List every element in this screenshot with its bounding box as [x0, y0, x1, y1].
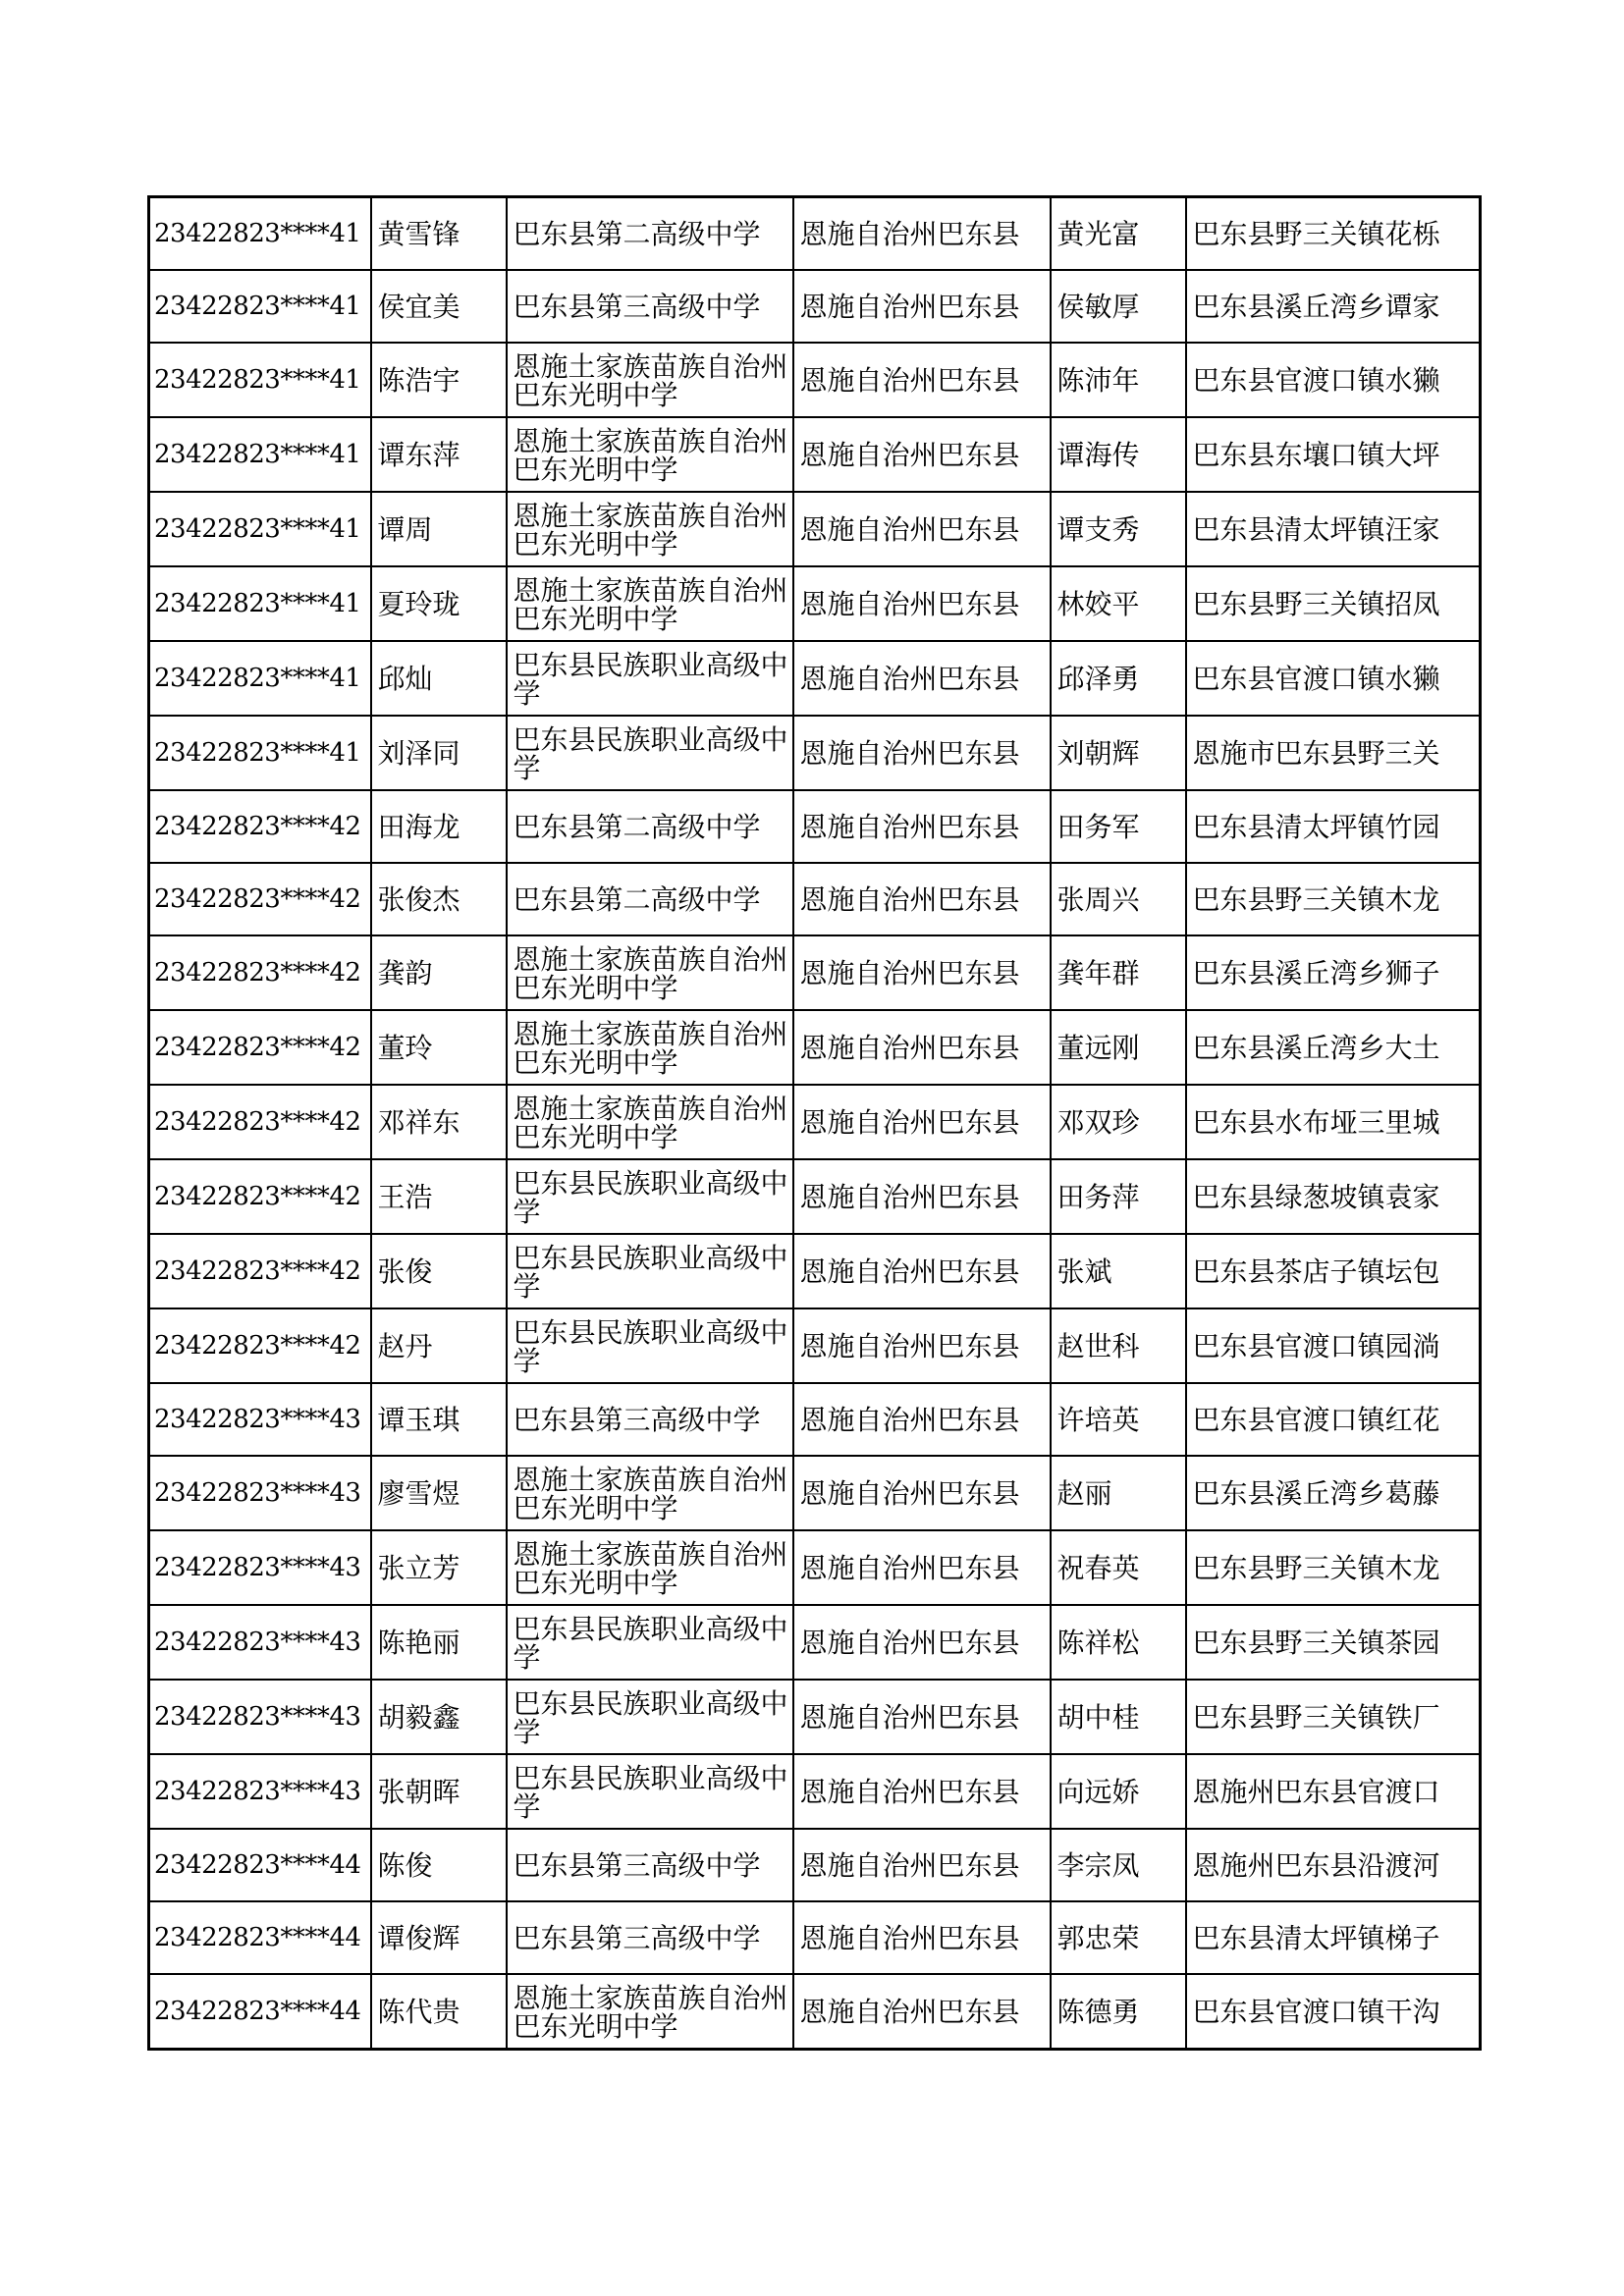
region-cell: 恩施自治州巴东县 — [793, 492, 1051, 566]
id-cell: 23422823****41 — [149, 343, 371, 417]
region-cell: 恩施自治州巴东县 — [793, 1456, 1051, 1530]
school-cell: 恩施土家族苗族自治州巴东光明中学 — [507, 1085, 793, 1159]
address-cell: 巴东县官渡口镇干沟 — [1186, 1974, 1481, 2050]
guardian-name-cell: 郭忠荣 — [1051, 1901, 1186, 1974]
address-cell: 巴东县清太坪镇竹园 — [1186, 790, 1481, 863]
id-cell: 23422823****43 — [149, 1456, 371, 1530]
table-row — [149, 716, 1481, 790]
student-name-cell: 刘泽同 — [371, 716, 507, 790]
region-cell: 恩施自治州巴东县 — [793, 641, 1051, 716]
student-name-cell: 张朝晖 — [371, 1754, 507, 1829]
address-cell: 巴东县官渡口镇水獭 — [1186, 641, 1481, 716]
guardian-name-cell: 许培英 — [1051, 1383, 1186, 1456]
student-name-cell: 谭周 — [371, 492, 507, 566]
region-cell: 恩施自治州巴东县 — [793, 343, 1051, 417]
table-row — [149, 1974, 1481, 2050]
id-cell: 23422823****43 — [149, 1605, 371, 1680]
address-cell: 巴东县官渡口镇水獭 — [1186, 343, 1481, 417]
guardian-name-cell: 邱泽勇 — [1051, 641, 1186, 716]
guardian-name-cell: 刘朝辉 — [1051, 716, 1186, 790]
table-row — [149, 1308, 1481, 1383]
address-cell: 巴东县绿葱坡镇袁家 — [1186, 1159, 1481, 1234]
address-cell: 巴东县清太坪镇梯子 — [1186, 1901, 1481, 1974]
table-row — [149, 1159, 1481, 1234]
school-cell: 巴东县第三高级中学 — [507, 1829, 793, 1901]
address-cell: 巴东县茶店子镇坛包 — [1186, 1234, 1481, 1308]
id-cell: 23422823****42 — [149, 1308, 371, 1383]
school-cell: 巴东县民族职业高级中学 — [507, 1680, 793, 1754]
address-cell: 巴东县水布垭三里城 — [1186, 1085, 1481, 1159]
table-row — [149, 641, 1481, 716]
student-name-cell: 邱灿 — [371, 641, 507, 716]
school-cell: 恩施土家族苗族自治州巴东光明中学 — [507, 492, 793, 566]
address-cell: 恩施州巴东县官渡口 — [1186, 1754, 1481, 1829]
school-cell: 巴东县第三高级中学 — [507, 1383, 793, 1456]
table-row — [149, 1754, 1481, 1829]
guardian-name-cell: 谭支秀 — [1051, 492, 1186, 566]
table-row — [149, 1829, 1481, 1901]
id-cell: 23422823****41 — [149, 417, 371, 492]
guardian-name-cell: 龚年群 — [1051, 935, 1186, 1010]
region-cell: 恩施自治州巴东县 — [793, 1754, 1051, 1829]
address-cell: 巴东县溪丘湾乡狮子 — [1186, 935, 1481, 1010]
id-cell: 23422823****41 — [149, 270, 371, 343]
student-name-cell: 胡毅鑫 — [371, 1680, 507, 1754]
guardian-name-cell: 张周兴 — [1051, 863, 1186, 935]
address-cell: 巴东县溪丘湾乡大土 — [1186, 1010, 1481, 1085]
guardian-name-cell: 谭海传 — [1051, 417, 1186, 492]
region-cell: 恩施自治州巴东县 — [793, 1308, 1051, 1383]
address-cell: 巴东县野三关镇茶园 — [1186, 1605, 1481, 1680]
school-cell: 巴东县第三高级中学 — [507, 1901, 793, 1974]
region-cell: 恩施自治州巴东县 — [793, 935, 1051, 1010]
id-cell: 23422823****41 — [149, 716, 371, 790]
id-cell: 23422823****44 — [149, 1829, 371, 1901]
address-cell: 恩施州巴东县沿渡河 — [1186, 1829, 1481, 1901]
id-cell: 23422823****42 — [149, 1234, 371, 1308]
region-cell: 恩施自治州巴东县 — [793, 1383, 1051, 1456]
table-row — [149, 1234, 1481, 1308]
region-cell: 恩施自治州巴东县 — [793, 716, 1051, 790]
guardian-name-cell: 邓双珍 — [1051, 1085, 1186, 1159]
id-cell: 23422823****41 — [149, 641, 371, 716]
address-cell: 恩施市巴东县野三关 — [1186, 716, 1481, 790]
region-cell: 恩施自治州巴东县 — [793, 566, 1051, 641]
address-cell: 巴东县官渡口镇红花 — [1186, 1383, 1481, 1456]
address-cell: 巴东县野三关镇花栎 — [1186, 197, 1481, 271]
student-name-cell: 谭东萍 — [371, 417, 507, 492]
student-name-cell: 张俊杰 — [371, 863, 507, 935]
guardian-name-cell: 侯敏厚 — [1051, 270, 1186, 343]
guardian-name-cell: 董远刚 — [1051, 1010, 1186, 1085]
student-name-cell: 谭玉琪 — [371, 1383, 507, 1456]
student-name-cell: 陈俊 — [371, 1829, 507, 1901]
guardian-name-cell: 田务萍 — [1051, 1159, 1186, 1234]
guardian-name-cell: 胡中桂 — [1051, 1680, 1186, 1754]
student-name-cell: 陈艳丽 — [371, 1605, 507, 1680]
school-cell: 恩施土家族苗族自治州巴东光明中学 — [507, 417, 793, 492]
table-row — [149, 417, 1481, 492]
id-cell: 23422823****43 — [149, 1530, 371, 1605]
id-cell: 23422823****42 — [149, 790, 371, 863]
student-name-cell: 侯宜美 — [371, 270, 507, 343]
student-name-cell: 张俊 — [371, 1234, 507, 1308]
region-cell: 恩施自治州巴东县 — [793, 1530, 1051, 1605]
table-row — [149, 1901, 1481, 1974]
region-cell: 恩施自治州巴东县 — [793, 1605, 1051, 1680]
student-name-cell: 田海龙 — [371, 790, 507, 863]
table-row — [149, 1530, 1481, 1605]
table-row — [149, 863, 1481, 935]
school-cell: 巴东县第二高级中学 — [507, 197, 793, 271]
guardian-name-cell: 赵世科 — [1051, 1308, 1186, 1383]
region-cell: 恩施自治州巴东县 — [793, 270, 1051, 343]
id-cell: 23422823****42 — [149, 935, 371, 1010]
school-cell: 恩施土家族苗族自治州巴东光明中学 — [507, 1530, 793, 1605]
student-name-cell: 龚韵 — [371, 935, 507, 1010]
address-cell: 巴东县官渡口镇园淌 — [1186, 1308, 1481, 1383]
school-cell: 巴东县第二高级中学 — [507, 790, 793, 863]
student-name-cell: 王浩 — [371, 1159, 507, 1234]
school-cell: 巴东县民族职业高级中学 — [507, 1159, 793, 1234]
table-row — [149, 1605, 1481, 1680]
table-row — [149, 1085, 1481, 1159]
table-row — [149, 1010, 1481, 1085]
school-cell: 巴东县民族职业高级中学 — [507, 641, 793, 716]
address-cell: 巴东县东壤口镇大坪 — [1186, 417, 1481, 492]
student-name-cell: 陈浩宇 — [371, 343, 507, 417]
region-cell: 恩施自治州巴东县 — [793, 1974, 1051, 2050]
id-cell: 23422823****44 — [149, 1974, 371, 2050]
table-row — [149, 343, 1481, 417]
school-cell: 恩施土家族苗族自治州巴东光明中学 — [507, 343, 793, 417]
id-cell: 23422823****43 — [149, 1383, 371, 1456]
id-cell: 23422823****41 — [149, 492, 371, 566]
id-cell: 23422823****43 — [149, 1680, 371, 1754]
address-cell: 巴东县野三关镇木龙 — [1186, 863, 1481, 935]
table-row — [149, 1456, 1481, 1530]
school-cell: 恩施土家族苗族自治州巴东光明中学 — [507, 935, 793, 1010]
region-cell: 恩施自治州巴东县 — [793, 1234, 1051, 1308]
school-cell: 巴东县第二高级中学 — [507, 863, 793, 935]
student-name-cell: 邓祥东 — [371, 1085, 507, 1159]
school-cell: 巴东县民族职业高级中学 — [507, 1605, 793, 1680]
guardian-name-cell: 向远娇 — [1051, 1754, 1186, 1829]
table-row — [149, 790, 1481, 863]
region-cell: 恩施自治州巴东县 — [793, 197, 1051, 271]
id-cell: 23422823****41 — [149, 566, 371, 641]
table-row — [149, 1680, 1481, 1754]
student-name-cell: 董玲 — [371, 1010, 507, 1085]
region-cell: 恩施自治州巴东县 — [793, 790, 1051, 863]
id-cell: 23422823****43 — [149, 1754, 371, 1829]
id-cell: 23422823****42 — [149, 1010, 371, 1085]
table-row — [149, 566, 1481, 641]
address-cell: 巴东县溪丘湾乡葛藤 — [1186, 1456, 1481, 1530]
table-row — [149, 270, 1481, 343]
guardian-name-cell: 黄光富 — [1051, 197, 1186, 271]
address-cell: 巴东县野三关镇木龙 — [1186, 1530, 1481, 1605]
id-cell: 23422823****42 — [149, 1159, 371, 1234]
guardian-name-cell: 陈德勇 — [1051, 1974, 1186, 2050]
address-cell: 巴东县野三关镇铁厂 — [1186, 1680, 1481, 1754]
school-cell: 恩施土家族苗族自治州巴东光明中学 — [507, 566, 793, 641]
school-cell: 恩施土家族苗族自治州巴东光明中学 — [507, 1010, 793, 1085]
table-row — [149, 1383, 1481, 1456]
id-cell: 23422823****42 — [149, 1085, 371, 1159]
id-cell: 23422823****41 — [149, 197, 371, 271]
id-cell: 23422823****42 — [149, 863, 371, 935]
guardian-name-cell: 赵丽 — [1051, 1456, 1186, 1530]
school-cell: 恩施土家族苗族自治州巴东光明中学 — [507, 1974, 793, 2050]
school-cell: 巴东县民族职业高级中学 — [507, 1754, 793, 1829]
school-cell: 巴东县民族职业高级中学 — [507, 1308, 793, 1383]
guardian-name-cell: 陈祥松 — [1051, 1605, 1186, 1680]
student-name-cell: 陈代贵 — [371, 1974, 507, 2050]
school-cell: 巴东县第三高级中学 — [507, 270, 793, 343]
student-name-cell: 廖雪煜 — [371, 1456, 507, 1530]
student-name-cell: 夏玲珑 — [371, 566, 507, 641]
school-cell: 巴东县民族职业高级中学 — [507, 1234, 793, 1308]
id-cell: 23422823****44 — [149, 1901, 371, 1974]
region-cell: 恩施自治州巴东县 — [793, 1680, 1051, 1754]
guardian-name-cell: 张斌 — [1051, 1234, 1186, 1308]
address-cell: 巴东县清太坪镇汪家 — [1186, 492, 1481, 566]
guardian-name-cell: 林姣平 — [1051, 566, 1186, 641]
student-name-cell: 张立芳 — [371, 1530, 507, 1605]
school-cell: 恩施土家族苗族自治州巴东光明中学 — [507, 1456, 793, 1530]
region-cell: 恩施自治州巴东县 — [793, 863, 1051, 935]
student-name-cell: 赵丹 — [371, 1308, 507, 1383]
region-cell: 恩施自治州巴东县 — [793, 417, 1051, 492]
region-cell: 恩施自治州巴东县 — [793, 1010, 1051, 1085]
table-row — [149, 935, 1481, 1010]
region-cell: 恩施自治州巴东县 — [793, 1829, 1051, 1901]
student-name-cell: 黄雪锋 — [371, 197, 507, 271]
region-cell: 恩施自治州巴东县 — [793, 1085, 1051, 1159]
guardian-name-cell: 李宗凤 — [1051, 1829, 1186, 1901]
address-cell: 巴东县野三关镇招凤 — [1186, 566, 1481, 641]
address-cell: 巴东县溪丘湾乡谭家 — [1186, 270, 1481, 343]
guardian-name-cell: 陈沛年 — [1051, 343, 1186, 417]
region-cell: 恩施自治州巴东县 — [793, 1159, 1051, 1234]
student-name-cell: 谭俊辉 — [371, 1901, 507, 1974]
school-cell: 巴东县民族职业高级中学 — [507, 716, 793, 790]
region-cell: 恩施自治州巴东县 — [793, 1901, 1051, 1974]
table-body — [149, 197, 1481, 2050]
guardian-name-cell: 田务军 — [1051, 790, 1186, 863]
guardian-name-cell: 祝春英 — [1051, 1530, 1186, 1605]
student-table — [147, 195, 1482, 2051]
table-row — [149, 197, 1481, 271]
table-row — [149, 492, 1481, 566]
